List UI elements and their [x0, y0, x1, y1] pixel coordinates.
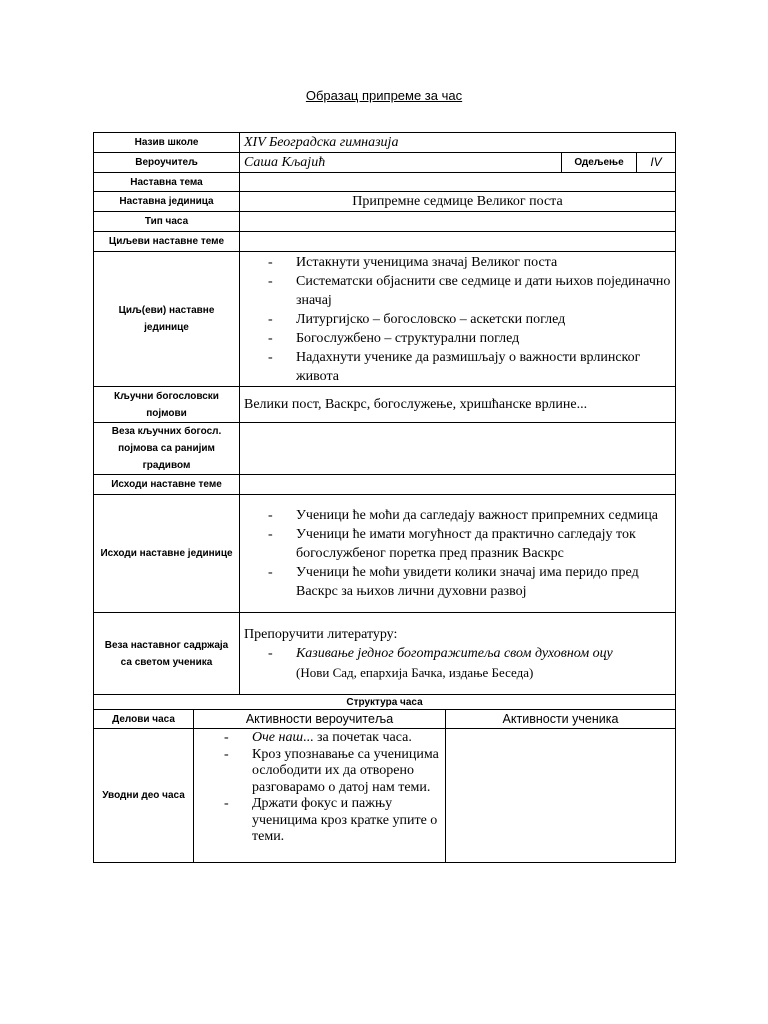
- world-cell: [240, 613, 676, 695]
- unit-outcomes-list: [244, 506, 671, 601]
- topic-value: [240, 173, 676, 192]
- concepts-label: Кључни богословски појмови: [94, 387, 240, 423]
- list-item: - Казивање једног боготражитеља свом духовном оцу: [268, 644, 671, 663]
- list-item: - Ученици ће имати могућност да практично сагледају ток богослужбеног поретка пред празник Васкрс: [268, 525, 671, 563]
- concepts-value: Велики пост, Васкрс, богослужење, хришћанске врлине...: [240, 387, 676, 423]
- list-item: - Ученици ће моћи увидети колики значај има перидо пред Васкрс за њихов лични духовни развој: [268, 563, 671, 601]
- link-value: [240, 423, 676, 475]
- class-value: IV: [637, 153, 676, 173]
- topic-outcomes-value: [240, 475, 676, 495]
- list-item: - Ученици ће моћи да сагледају важност припремних седмица: [268, 506, 671, 525]
- list-item: - Литургијско – богословско – аскетски поглед: [268, 310, 671, 329]
- topic-label: Наставна тема: [94, 173, 240, 192]
- list-item: - Истакнути ученицима значај Великог поста: [268, 253, 671, 272]
- col-teacher-header: Активности вероучитеља: [194, 710, 446, 729]
- type-value: [240, 212, 676, 232]
- list-item: - Држати фокус и пажњу ученицима кроз кратке упите о теми.: [224, 796, 441, 846]
- world-list: [244, 644, 671, 663]
- unit-value: Припремне седмице Великог поста: [240, 192, 676, 212]
- row-topic-goals: [94, 232, 676, 252]
- teacher-value: Саша Кљајић: [240, 153, 562, 173]
- world-label: Веза наставног садржаја са светом ученика: [94, 613, 240, 695]
- row-unit-goals: [94, 252, 676, 387]
- row-school: [94, 133, 676, 153]
- lesson-info-table: [93, 132, 676, 695]
- topic-goals-value: [240, 232, 676, 252]
- row-topic: [94, 173, 676, 192]
- list-item: - Систематски објаснити све седмице и дати њихов појединачно значај: [268, 272, 671, 310]
- unit-outcomes-cell: [240, 495, 676, 613]
- teacher-label: Вероучитељ: [94, 153, 240, 173]
- row-intro: [94, 729, 676, 863]
- page-title: Образац припреме за час: [305, 88, 463, 103]
- unit-label: Наставна јединица: [94, 192, 240, 212]
- type-label: Тип часа: [94, 212, 240, 232]
- topic-goals-label: Циљеви наставне теме: [94, 232, 240, 252]
- intro-teacher-cell: [194, 729, 446, 863]
- row-type: [94, 212, 676, 232]
- unit-goals-cell: [240, 252, 676, 387]
- lesson-structure-table: [93, 694, 676, 863]
- list-item: - Богослужбено – структурални поглед: [268, 329, 671, 348]
- row-concepts: [94, 387, 676, 423]
- unit-goals-label: Циљ(еви) наставне јединице: [94, 252, 240, 387]
- list-item: - Кроз упознавање са ученицима ослободити их да отворено разговарамо о датој нам теми.: [224, 747, 441, 797]
- row-topic-outcomes: [94, 475, 676, 495]
- row-teacher: [94, 153, 676, 173]
- list-item: - Надахнути ученике да размишљају о важности врлинског живота: [268, 348, 671, 386]
- prayer-rest: ... за почетак часа.: [303, 730, 412, 745]
- link-label: Веза кључних богосл. појмова са ранијим градивом: [94, 423, 240, 475]
- structure-header: Структура часа: [94, 695, 676, 710]
- world-intro: Препоручити литературу:: [244, 627, 398, 642]
- unit-goals-list: [244, 253, 671, 386]
- row-world: [94, 613, 676, 695]
- class-label: Одељење: [562, 153, 637, 173]
- list-item: [224, 730, 441, 747]
- world-publisher: (Нови Сад, епархија Бачка, издање Беседа): [296, 665, 534, 680]
- col-parts-header: Делови часа: [94, 710, 194, 729]
- row-link: [94, 423, 676, 475]
- prayer-name: Оче наш: [252, 730, 304, 745]
- row-structure-columns: [94, 710, 676, 729]
- intro-label: Уводни део часа: [94, 729, 194, 863]
- col-students-header: Активности ученика: [446, 710, 676, 729]
- school-label: Назив школе: [94, 133, 240, 153]
- row-structure-header: [94, 695, 676, 710]
- row-unit: [94, 192, 676, 212]
- topic-outcomes-label: Исходи наставне теме: [94, 475, 240, 495]
- intro-teacher-list: [198, 730, 441, 846]
- intro-students-cell: [446, 729, 676, 863]
- school-value: XIV Београдска гимназија: [240, 133, 676, 153]
- unit-outcomes-label: Исходи наставне јединице: [94, 495, 240, 613]
- row-unit-outcomes: [94, 495, 676, 613]
